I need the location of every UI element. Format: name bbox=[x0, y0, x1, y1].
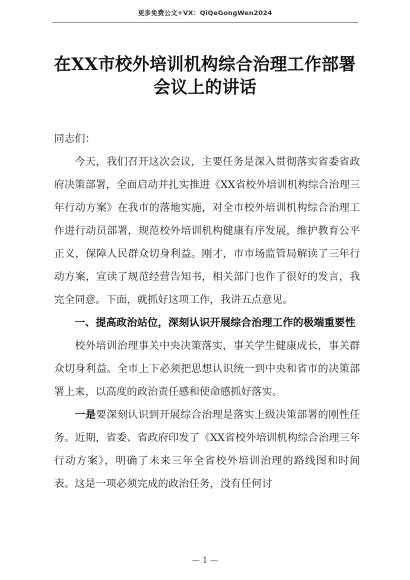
page-number: — 1 — bbox=[191, 556, 219, 565]
point-one-text: 要深刻认识到开展综合治理是落实上级决策部署的刚性任务。近期，省委、省政府印发了《XX省校外培训机构综合治理三年行动方案》，明确了未来三年全省校外培训治理的路线图和时间表。这是一项必须完成的政治任务，没有任何讨 bbox=[54, 409, 360, 490]
header-divider bbox=[52, 22, 358, 23]
point-one-lead: 一是 bbox=[74, 409, 96, 421]
document-title: 在XX市校外培训机构综合治理工作部署会议上的讲话 bbox=[54, 55, 356, 98]
paragraph-importance: 校外培训治理事关中央决策落实，事关学生健康成长，事关群众切身利益。全市上下必须把思想认识统一到中央和省市的决策部署上来，以高度的政治责任感和使命感抓好落实。 bbox=[54, 340, 360, 398]
page-header-text: 更多免费公文+VX：QiQeGongWen2024 bbox=[137, 9, 273, 17]
document-body bbox=[54, 128, 360, 496]
salutation: 同志们： bbox=[54, 133, 96, 145]
paragraph-opening: 今天，我们召开这次会议，主要任务是深入贯彻落实省委省政府决策部署，全面启动并扎实推进《XX省校外培训机构综合治理三年行动方案》在我市的落地实施，对全市校外培训机构综合治理工作进行动员部署，规范校外培训机构健康有序发展，维护教育公平正义，保障人民群众切身利益。刚才，市市场监管局解读了三年行动方案，宣读了规范经营告知书，相关部门也作了很好的发言，我完全同意。下面，就抓好这项工作，我讲五点意见。 bbox=[54, 156, 360, 306]
paragraph-point-one bbox=[54, 404, 360, 496]
section-heading-1: 一、提高政治站位，深刻认识开展综合治理工作的极端重要性 bbox=[74, 317, 356, 329]
